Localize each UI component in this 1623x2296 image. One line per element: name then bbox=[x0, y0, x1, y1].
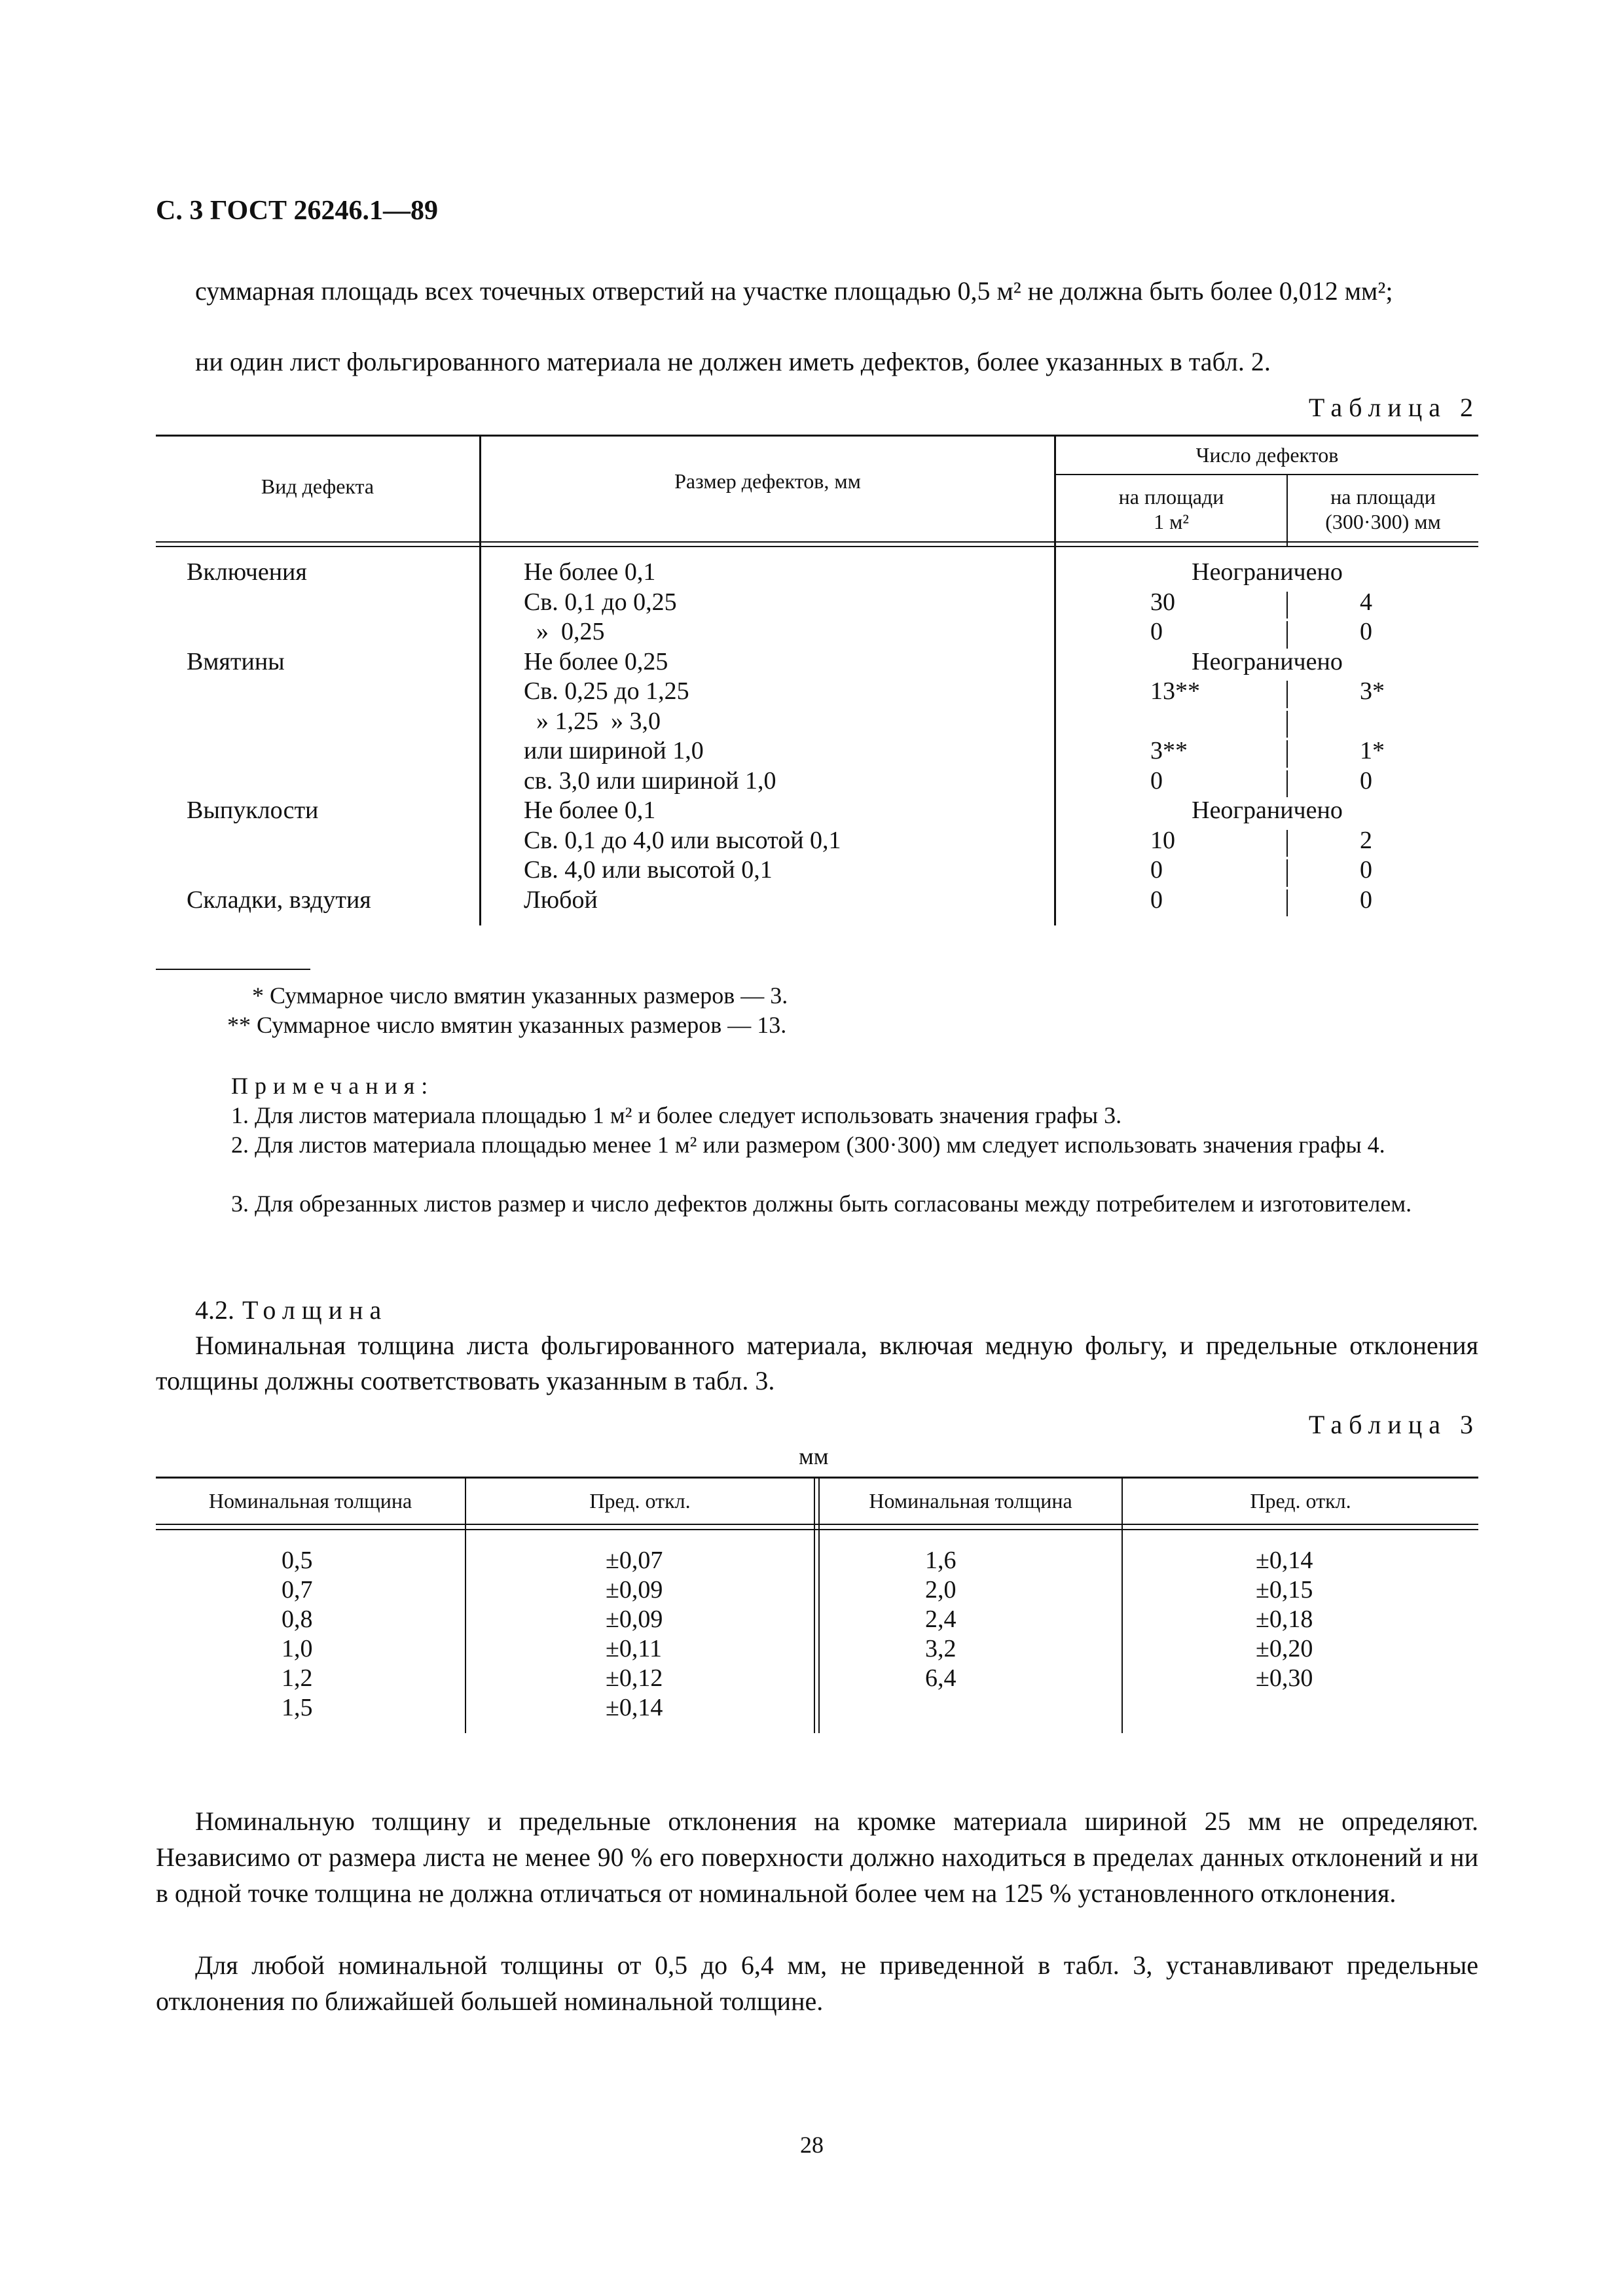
closing-paragraph-2: Для любой номинальной толщины от 0,5 до 6,4 мм, не приведенной в табл. 3, устанавливают предельные отклонения по ближайшей большей номинальной толщине. bbox=[156, 1950, 1478, 2016]
table2-cell-size: Не более 0,1 bbox=[524, 558, 656, 586]
table2-inner-divider bbox=[1286, 740, 1288, 768]
page-header: С. 3 ГОСТ 26246.1—89 bbox=[156, 196, 439, 226]
table3-thickness: 1,5 bbox=[282, 1694, 313, 1721]
table2-cell-area2: 2 bbox=[1360, 826, 1372, 854]
table2-cell-area1: 30 bbox=[1150, 588, 1175, 616]
table3-thickness: 0,5 bbox=[282, 1547, 313, 1574]
table2-cell-size: » 0,25 bbox=[524, 618, 605, 645]
table3-thickness: 1,2 bbox=[282, 1664, 313, 1692]
table3-caption: Таблица 3 bbox=[1308, 1410, 1480, 1439]
table2-header-col4: на площади (300·300) мм bbox=[1325, 485, 1441, 533]
footnote-rule bbox=[156, 969, 310, 970]
table3-deviation: ±0,18 bbox=[1256, 1605, 1313, 1633]
table2-inner-divider bbox=[1286, 621, 1288, 649]
table3-top-rule bbox=[156, 1477, 1478, 1479]
table2-group-rule bbox=[1055, 474, 1478, 475]
table3-thickness: 0,8 bbox=[282, 1605, 313, 1633]
table2-header-col3: на площади 1 м² bbox=[1118, 485, 1224, 533]
table2-cell-area1: 10 bbox=[1150, 826, 1175, 854]
note-3: 3. Для обрезанных листов размер и число дефектов должны быть согласованы между потребителем и изготовителем. bbox=[231, 1191, 1412, 1217]
section-4-2-number: 4.2. bbox=[195, 1295, 234, 1325]
table2-cell-size: Св. 0,25 до 1,25 bbox=[524, 677, 689, 705]
table2-cell-kind: Вмятины bbox=[187, 647, 285, 675]
table2-cell-kind: Включения bbox=[187, 558, 307, 586]
table2-cell-size: » 1,25 » 3,0 bbox=[524, 707, 661, 735]
table3-deviation: ±0,20 bbox=[1256, 1635, 1313, 1662]
table2-cell-area1: 0 bbox=[1150, 886, 1163, 914]
table3-thickness: 2,0 bbox=[925, 1576, 957, 1604]
table2-cell-size: Св. 0,1 до 4,0 или высотой 0,1 bbox=[524, 826, 841, 854]
table3-vline-1 bbox=[465, 1477, 466, 1733]
table2-cell-kind: Выпуклости bbox=[187, 797, 319, 824]
notes-title: Примечания: bbox=[231, 1073, 435, 1099]
table3-deviation: ±0,15 bbox=[1256, 1576, 1313, 1604]
table3-thickness: 3,2 bbox=[925, 1635, 957, 1662]
table2-cell-unlimited: Неограничено bbox=[1192, 647, 1343, 675]
table2-cell-unlimited: Неограничено bbox=[1192, 797, 1343, 824]
table2-cell-area2: 1* bbox=[1360, 737, 1385, 764]
table2-header-group: Число дефектов bbox=[1195, 443, 1339, 467]
table2-cell-size: Св. 4,0 или высотой 0,1 bbox=[524, 856, 773, 884]
table2-cell-area2: 0 bbox=[1360, 856, 1372, 884]
table3-vline-2a bbox=[814, 1477, 815, 1733]
table2-inner-divider bbox=[1286, 681, 1288, 708]
table3-deviation: ±0,12 bbox=[606, 1664, 663, 1692]
table2-cell-area1: 13** bbox=[1150, 677, 1200, 705]
table3-thickness: 6,4 bbox=[925, 1664, 957, 1692]
table2-cell-area1: 0 bbox=[1150, 618, 1163, 645]
intro-paragraph-1: суммарная площадь всех точечных отверстий на участке площадью 0,5 м² не должна быть более 0,012 мм²; bbox=[195, 276, 1393, 306]
table3-header-1: Номинальная толщина bbox=[208, 1489, 412, 1513]
table2-cell-size: Любой bbox=[524, 886, 598, 914]
intro-paragraph-2: ни один лист фольгированного материала не должен иметь дефектов, более указанных в табл. 2. bbox=[195, 347, 1271, 376]
table3-deviation: ±0,30 bbox=[1256, 1664, 1313, 1692]
table2-cell-area2: 3* bbox=[1360, 677, 1385, 705]
table3-vline-2b bbox=[818, 1477, 820, 1733]
section-4-2-text: Номинальная толщина листа фольгированного материала, включая медную фольгу, и предельные отклонения толщины должны соответствовать указанным в табл. 3. bbox=[156, 1331, 1478, 1395]
table3-thickness: 1,6 bbox=[925, 1547, 957, 1574]
table2-cell-size: св. 3,0 или шириной 1,0 bbox=[524, 766, 776, 795]
table2-cell-size: Не более 0,25 bbox=[524, 647, 668, 675]
table2-inner-divider bbox=[1286, 770, 1288, 798]
table2-cell-area2: 4 bbox=[1360, 588, 1372, 616]
table3-deviation: ±0,11 bbox=[606, 1635, 662, 1662]
table2-header-rule-1 bbox=[156, 541, 1478, 543]
table3-header-rule-2 bbox=[156, 1529, 1478, 1530]
table3-thickness: 1,0 bbox=[282, 1635, 313, 1662]
table3-header-2: Пред. откл. bbox=[589, 1489, 691, 1513]
table2-cell-area1: 3** bbox=[1150, 737, 1188, 764]
table3-deviation: ±0,14 bbox=[606, 1694, 663, 1721]
table2-cell-size: или шириной 1,0 bbox=[524, 737, 704, 764]
table3-deviation: ±0,14 bbox=[1256, 1547, 1313, 1574]
table2-inner-divider bbox=[1286, 711, 1288, 738]
table2-cell-kind: Складки, вздутия bbox=[187, 886, 371, 914]
footnote-2: ** Суммарное число вмятин указанных размеров — 13. bbox=[227, 1012, 787, 1038]
page-number: 28 bbox=[800, 2132, 824, 2158]
table2-cell-area2: 0 bbox=[1360, 886, 1372, 914]
table2-inner-divider bbox=[1286, 859, 1288, 887]
table2-cell-size: Св. 0,1 до 0,25 bbox=[524, 588, 677, 616]
table3-vline-3 bbox=[1122, 1477, 1123, 1733]
table2-header-kind: Вид дефекта bbox=[261, 475, 374, 498]
table2-inner-divider bbox=[1286, 830, 1288, 857]
table3-header-3: Номинальная толщина bbox=[869, 1489, 1072, 1513]
table2-inner-divider bbox=[1286, 889, 1288, 917]
table3-thickness: 2,4 bbox=[925, 1605, 957, 1633]
section-4-2-heading bbox=[195, 1293, 388, 1328]
footnote-1: * Суммарное число вмятин указанных размеров — 3. bbox=[252, 982, 788, 1009]
table2-cell-area2: 0 bbox=[1360, 766, 1372, 795]
table3-unit: мм bbox=[799, 1443, 829, 1469]
note-2: 2. Для листов материала площадью менее 1 м² или размером (300·300) мм следует использовать значения графы 4. bbox=[231, 1132, 1385, 1158]
section-4-2-title: Толщина bbox=[242, 1295, 388, 1325]
note-1: 1. Для листов материала площадью 1 м² и более следует использовать значения графы 3. bbox=[231, 1102, 1122, 1128]
table2-header-rule-2 bbox=[156, 546, 1478, 547]
table3-deviation: ±0,09 bbox=[606, 1576, 663, 1604]
table3-deviation: ±0,09 bbox=[606, 1605, 663, 1633]
table2-cell-area2: 0 bbox=[1360, 618, 1372, 645]
table2-cell-area1: 0 bbox=[1150, 856, 1163, 884]
table2-caption: Таблица 2 bbox=[1308, 393, 1480, 422]
table3-deviation: ±0,07 bbox=[606, 1547, 663, 1574]
table2-header-size: Размер дефектов, мм bbox=[674, 469, 861, 493]
closing-paragraph-1: Номинальную толщину и предельные отклонения на кромке материала шириной 25 мм не определяют. Независимо от размера листа не менее 90 % его поверхности должно находиться в пределах данных отклонений и ни в одной точке толщина не должна отличаться от номинальной более чем на 125 % установленного отклонения. bbox=[156, 1806, 1478, 1908]
table2-inner-divider bbox=[1286, 592, 1288, 619]
table2-cell-unlimited: Неограничено bbox=[1192, 558, 1343, 586]
table2-cell-size: Не более 0,1 bbox=[524, 797, 656, 824]
table2-top-rule bbox=[156, 435, 1478, 437]
table2-vline-1 bbox=[479, 435, 481, 925]
table2-cell-area1: 0 bbox=[1150, 766, 1163, 795]
table3-thickness: 0,7 bbox=[282, 1576, 313, 1604]
table3-header-rule-1 bbox=[156, 1524, 1478, 1525]
table3-header-4: Пред. откл. bbox=[1250, 1489, 1351, 1513]
